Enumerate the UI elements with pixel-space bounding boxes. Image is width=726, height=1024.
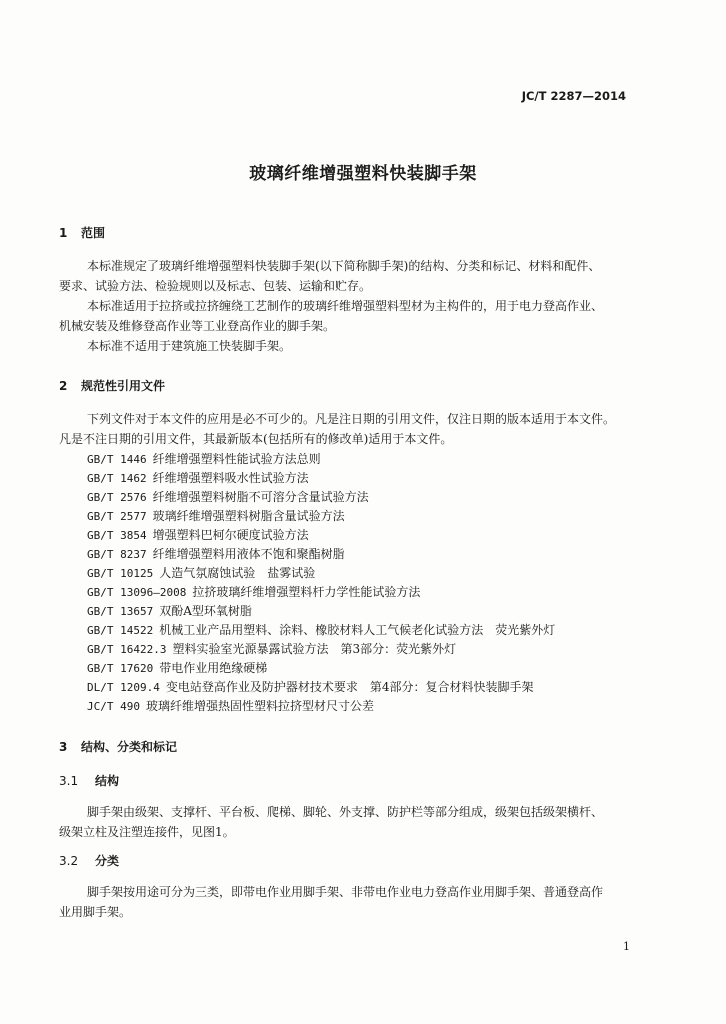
reference-title: 增强塑料巴柯尔硬度试验方法 bbox=[152, 528, 309, 542]
reference-code: GB/T 13096—2008 bbox=[87, 586, 187, 599]
reference-code: GB/T 17620 bbox=[87, 662, 154, 675]
subsection-label: 结构 bbox=[95, 774, 120, 788]
paragraph-line: 业用脚手架。 bbox=[59, 905, 132, 919]
paragraph-line: 要求、试验方法、检验规则以及标志、包装、运输和贮存。 bbox=[59, 279, 372, 293]
reference-item bbox=[87, 697, 374, 714]
reference-item bbox=[87, 450, 321, 467]
paragraph-line: 机械安装及维修登高作业等工业登高作业的脚手架。 bbox=[59, 319, 336, 333]
reference-code: GB/T 10125 bbox=[87, 567, 154, 580]
reference-item bbox=[87, 621, 555, 638]
reference-item bbox=[87, 659, 267, 676]
reference-item bbox=[87, 488, 369, 505]
subsection-label: 分类 bbox=[95, 854, 120, 868]
reference-item bbox=[87, 678, 534, 695]
reference-title: 纤维增强塑料树脂不可溶分含量试验方法 bbox=[152, 490, 369, 504]
section-1-heading bbox=[59, 224, 105, 241]
reference-code: JC/T 490 bbox=[87, 700, 140, 713]
reference-item bbox=[87, 583, 420, 600]
reference-item bbox=[87, 469, 309, 486]
section-label: 规范性引用文件 bbox=[81, 379, 166, 393]
subsection-number: 3.1 bbox=[59, 774, 79, 788]
reference-title: 拉挤玻璃纤维增强塑料杆力学性能试验方法 bbox=[192, 585, 421, 599]
reference-code: GB/T 2577 bbox=[87, 510, 147, 523]
paragraph-line: 级架立柱及注塑连接件，见图1。 bbox=[59, 825, 235, 839]
paragraph-line: 本标准规定了玻璃纤维增强塑料快装脚手架(以下简称脚手架)的结构、分类和标记、材料和配件、 bbox=[87, 259, 601, 273]
subsection-3-2-heading bbox=[59, 852, 119, 869]
reference-item bbox=[87, 507, 345, 524]
subsection-number: 3.2 bbox=[59, 854, 79, 868]
section-3-heading bbox=[59, 738, 177, 755]
reference-code: GB/T 16422.3 bbox=[87, 643, 167, 656]
paragraph-line: 下列文件对于本文件的应用是必不可少的。凡是注日期的引用文件，仅注日期的版本适用于本文件。 bbox=[87, 412, 616, 426]
page-number: 1 bbox=[623, 940, 630, 953]
paragraph-line: 本标准适用于拉挤或拉挤缠绕工艺制作的玻璃纤维增强塑料型材为主构件的，用于电力登高作业、 bbox=[87, 299, 604, 313]
reference-code: GB/T 2576 bbox=[87, 491, 147, 504]
reference-title: 机械工业产品用塑料、涂料、橡胶材料人工气候老化试验方法 荧光紫外灯 bbox=[159, 623, 556, 637]
reference-item bbox=[87, 545, 345, 562]
reference-title: 人造气氛腐蚀试验 盐雾试验 bbox=[159, 566, 316, 580]
reference-code: GB/T 1462 bbox=[87, 472, 147, 485]
reference-title: 玻璃纤维增强塑料树脂含量试验方法 bbox=[152, 509, 345, 523]
section-number: 2 bbox=[59, 379, 68, 393]
reference-code: GB/T 8237 bbox=[87, 548, 147, 561]
subsection-3-1-heading bbox=[59, 772, 119, 789]
document-title: 玻璃纤维增强塑料快装脚手架 bbox=[249, 164, 477, 184]
reference-code: GB/T 1446 bbox=[87, 453, 147, 466]
paragraph-line: 脚手架由级架、支撑杆、平台板、爬梯、脚轮、外支撑、防护栏等部分组成，级架包括级架横杆、 bbox=[87, 805, 604, 819]
reference-code: DL/T 1209.4 bbox=[87, 681, 160, 694]
section-label: 范围 bbox=[81, 226, 106, 240]
standard-code: JC/T 2287—2014 bbox=[521, 89, 626, 103]
reference-item bbox=[87, 564, 315, 581]
reference-title: 塑料实验室光源暴露试验方法 第3部分：荧光紫外灯 bbox=[172, 642, 457, 656]
reference-title: 双酚A型环氧树脂 bbox=[159, 604, 252, 618]
reference-title: 纤维增强塑料性能试验方法总则 bbox=[152, 452, 321, 466]
reference-item bbox=[87, 526, 309, 543]
section-2-heading bbox=[59, 377, 165, 394]
paragraph-line: 本标准不适用于建筑施工快装脚手架。 bbox=[87, 339, 292, 353]
reference-title: 纤维增强塑料用液体不饱和聚酯树脂 bbox=[152, 547, 345, 561]
reference-title: 带电作业用绝缘硬梯 bbox=[159, 661, 268, 675]
reference-code: GB/T 14522 bbox=[87, 624, 154, 637]
reference-item bbox=[87, 602, 252, 619]
reference-title: 纤维增强塑料吸水性试验方法 bbox=[152, 471, 309, 485]
section-label: 结构、分类和标记 bbox=[81, 740, 178, 754]
section-number: 1 bbox=[59, 226, 68, 240]
section-number: 3 bbox=[59, 740, 68, 754]
paragraph-line: 凡是不注日期的引用文件，其最新版本(包括所有的修改单)适用于本文件。 bbox=[59, 432, 453, 446]
reference-title: 玻璃纤维增强热固性塑料拉挤型材尺寸公差 bbox=[145, 699, 374, 713]
paragraph-line: 脚手架按用途可分为三类，即带电作业用脚手架、非带电作业电力登高作业用脚手架、普通登高作 bbox=[87, 885, 604, 899]
reference-item bbox=[87, 640, 456, 657]
reference-code: GB/T 3854 bbox=[87, 529, 147, 542]
reference-title: 变电站登高作业及防护器材技术要求 第4部分：复合材料快装脚手架 bbox=[165, 680, 534, 694]
reference-code: GB/T 13657 bbox=[87, 605, 154, 618]
